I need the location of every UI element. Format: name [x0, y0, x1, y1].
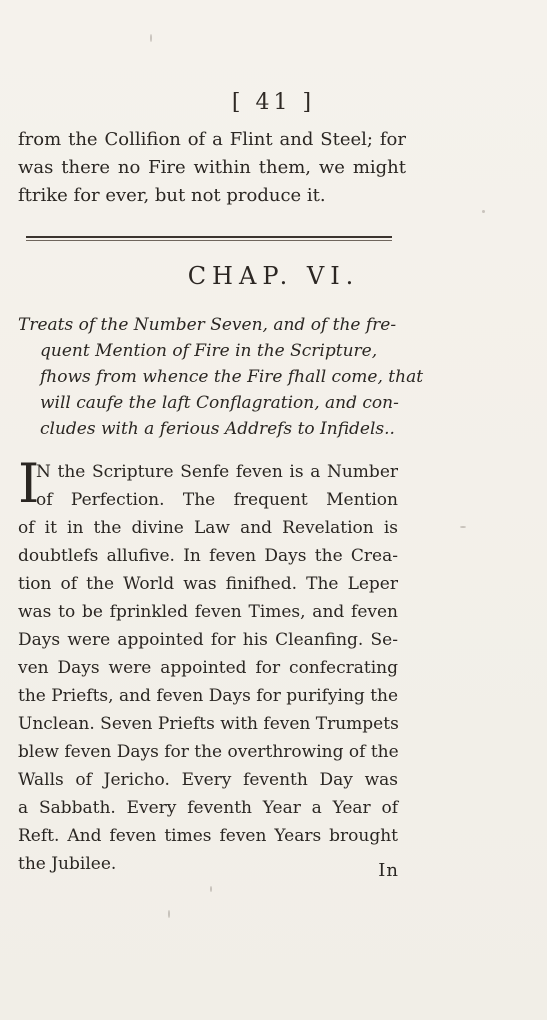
body-line: N the Scripture Senfe feven is a Number [36, 462, 398, 482]
body-line: was to be fprinkled feven Times, and feven [18, 602, 398, 622]
body-line: the Priefts, and feven Days for purifying the [18, 686, 399, 706]
body-line: doubtlefs allufive. In feven Days the Crea- [18, 546, 398, 566]
chapter-title: CHAP. VI. [187, 262, 360, 290]
body-line: Walls of Jericho. Every feventh Day was [18, 770, 398, 790]
summary-line: Treats of the Number Seven, and of the fre- [18, 315, 397, 335]
text-line: from the Collifion of a Flint and Steel; for [18, 129, 406, 150]
body-line: of it in the divine Law and Revelation is [18, 518, 398, 538]
chapter-summary [18, 312, 424, 442]
body-line: a Sabbath. Every feventh Year a Year of [18, 798, 398, 818]
body-line: the Jubilee. [18, 854, 117, 874]
summary-line: quent Mention of Fire in the Scripture, [40, 341, 378, 361]
paper-speck [168, 910, 170, 918]
catchword: In [378, 860, 399, 881]
paper-speck [210, 886, 212, 892]
summary-line: will caufe the laft Conflagration, and con- [40, 393, 399, 413]
body-line: Reft. And feven times feven Years brought [18, 826, 398, 846]
chapter-body [18, 452, 399, 878]
body-line: blew feven Days for the overthrowing of the [18, 742, 399, 762]
paper-speck [150, 34, 152, 42]
summary-line: fhows from whence the Fire fhall come, that [40, 367, 424, 387]
body-line: Days were appointed for his Cleanfing. Se- [18, 630, 398, 650]
body-line: tion of the World was finifhed. The Leper [18, 574, 398, 594]
paper-speck [460, 526, 466, 528]
summary-line: cludes with a ferious Addrefs to Infidels.. [40, 419, 395, 439]
text-line: ftrike for ever, but not produce it. [18, 185, 326, 206]
page-number: [ 41 ] [231, 90, 316, 115]
drop-cap: I [18, 452, 40, 515]
paper-speck [482, 210, 485, 213]
body-line: ven Days were appointed for confecrating [18, 658, 398, 678]
text-line: was there no Fire within them, we might [18, 157, 406, 178]
continued-paragraph [18, 126, 406, 210]
body-line: of Perfection. The frequent Mention [36, 490, 398, 510]
chapter-divider [26, 236, 392, 238]
body-line: Unclean. Seven Priefts with feven Trumpets [18, 714, 399, 734]
